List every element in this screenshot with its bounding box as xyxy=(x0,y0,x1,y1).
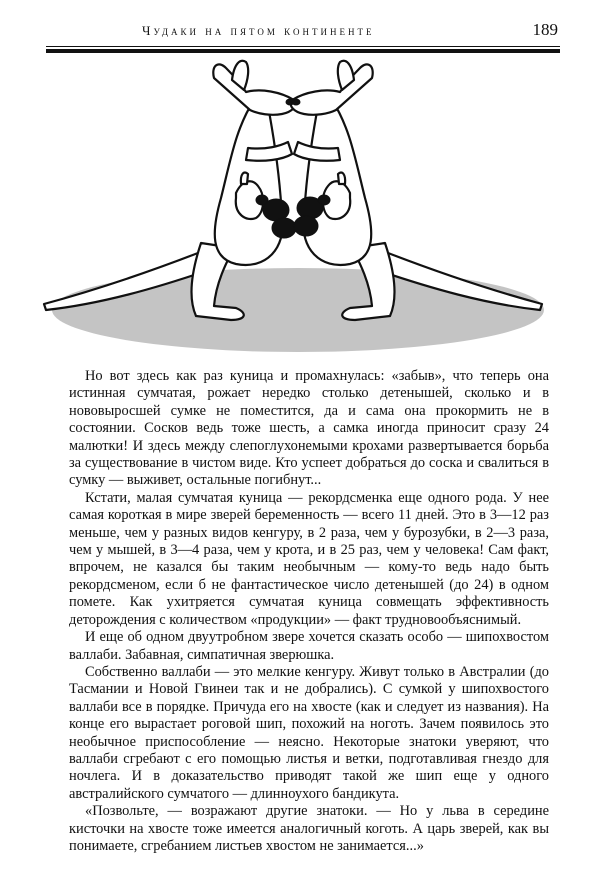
big-glove-left-lower xyxy=(272,218,296,238)
page-number: 189 xyxy=(532,20,558,39)
paragraph-5: «Позвольте, — возражают другие знатоки. — Но у льва в середине кисточки на хвосте тоже имеется аналогичный коготь. А царь зверей, как вы понимаете, сгребанием листьев хвостом не занимается...» xyxy=(69,803,549,854)
big-glove-right-lower xyxy=(294,216,318,236)
header-rule-thin xyxy=(46,46,560,47)
paragraph-3: И еще об одном двуутробном звере хочется сказать особо — шипохвостом валлаби. Забавная, симпатичная зверюшка. xyxy=(69,629,549,663)
kangaroo-right-head xyxy=(291,64,373,114)
paragraph-4: Собственно валлаби — это мелкие кенгуру. Живут только в Австралии (до Тасмании и Новой Гвинеи так и не добрались). С сумкой у шипохвостого валлаби все в порядке. Причуда его на хвосте (как и следует из названия). На конце его вырастает роговой шип, похожий на ноготь. Зачем появилось это необычное приспособление — неясно. Некоторые знатоки уверяют, что валлаби сгребают с его помощью листья и ветки, подготавливая гнездо для ночлега. И в доказательство приводят такой же шип еще у одного австралийского сумчатого — длинноухого бандикута. xyxy=(69,663,549,802)
chapter-title: Чудаки на пятом континенте xyxy=(142,23,375,38)
joey-glove-right xyxy=(318,195,330,205)
kangaroo-right-joey-ear xyxy=(338,172,345,184)
header-rule-thick xyxy=(46,49,560,53)
kangaroo-left-head xyxy=(213,64,295,114)
boxing-kangaroos-illustration xyxy=(36,58,564,358)
article-text xyxy=(69,368,549,855)
running-header xyxy=(46,14,560,54)
kangaroo-left-joey-ear xyxy=(241,172,248,184)
paragraph-2: Кстати, малая сумчатая куница — рекордсменка еще одного рода. У нее самая короткая в мире зверей беременность — всего 11 дней. Это в 3—12 раз меньше, чем у разных видов кенгуру, в 2 раза, чем у бурозубки, в 2—3 раза, чем у мышей, в 3—4 раза, чем у крота, и в 25 раз, чем у человека! Сам факт, впрочем, не казался бы таким необычным — кому-то ведь надо быть рекордсменом, если б не фантастическое число детенышей (до 24) в одном помете. Как ухитряется сумчатая куница совмещать эффективность деторождения с количеством «продукции» — факт трудновообъяснимый. xyxy=(69,489,549,628)
joey-glove-left xyxy=(256,195,268,205)
paragraph-1: Но вот здесь как раз куница и промахнулась: «забыв», что теперь она истинная сумчатая, рожает нередко столько детенышей, сколько и в нововыросшей сумке не поместится, да и сама она прокормить не в состоянии. Сосков ведь тоже шесть, а самка иногда приносит сразу 24 малютки! И здесь между слепоглухонемыми крохами развертывается борьба за существование в чистом виде. Кто успеет добраться до соска и свалиться в сумку — выживет, остальные погибнут... xyxy=(69,368,549,489)
nose-right xyxy=(292,99,300,105)
